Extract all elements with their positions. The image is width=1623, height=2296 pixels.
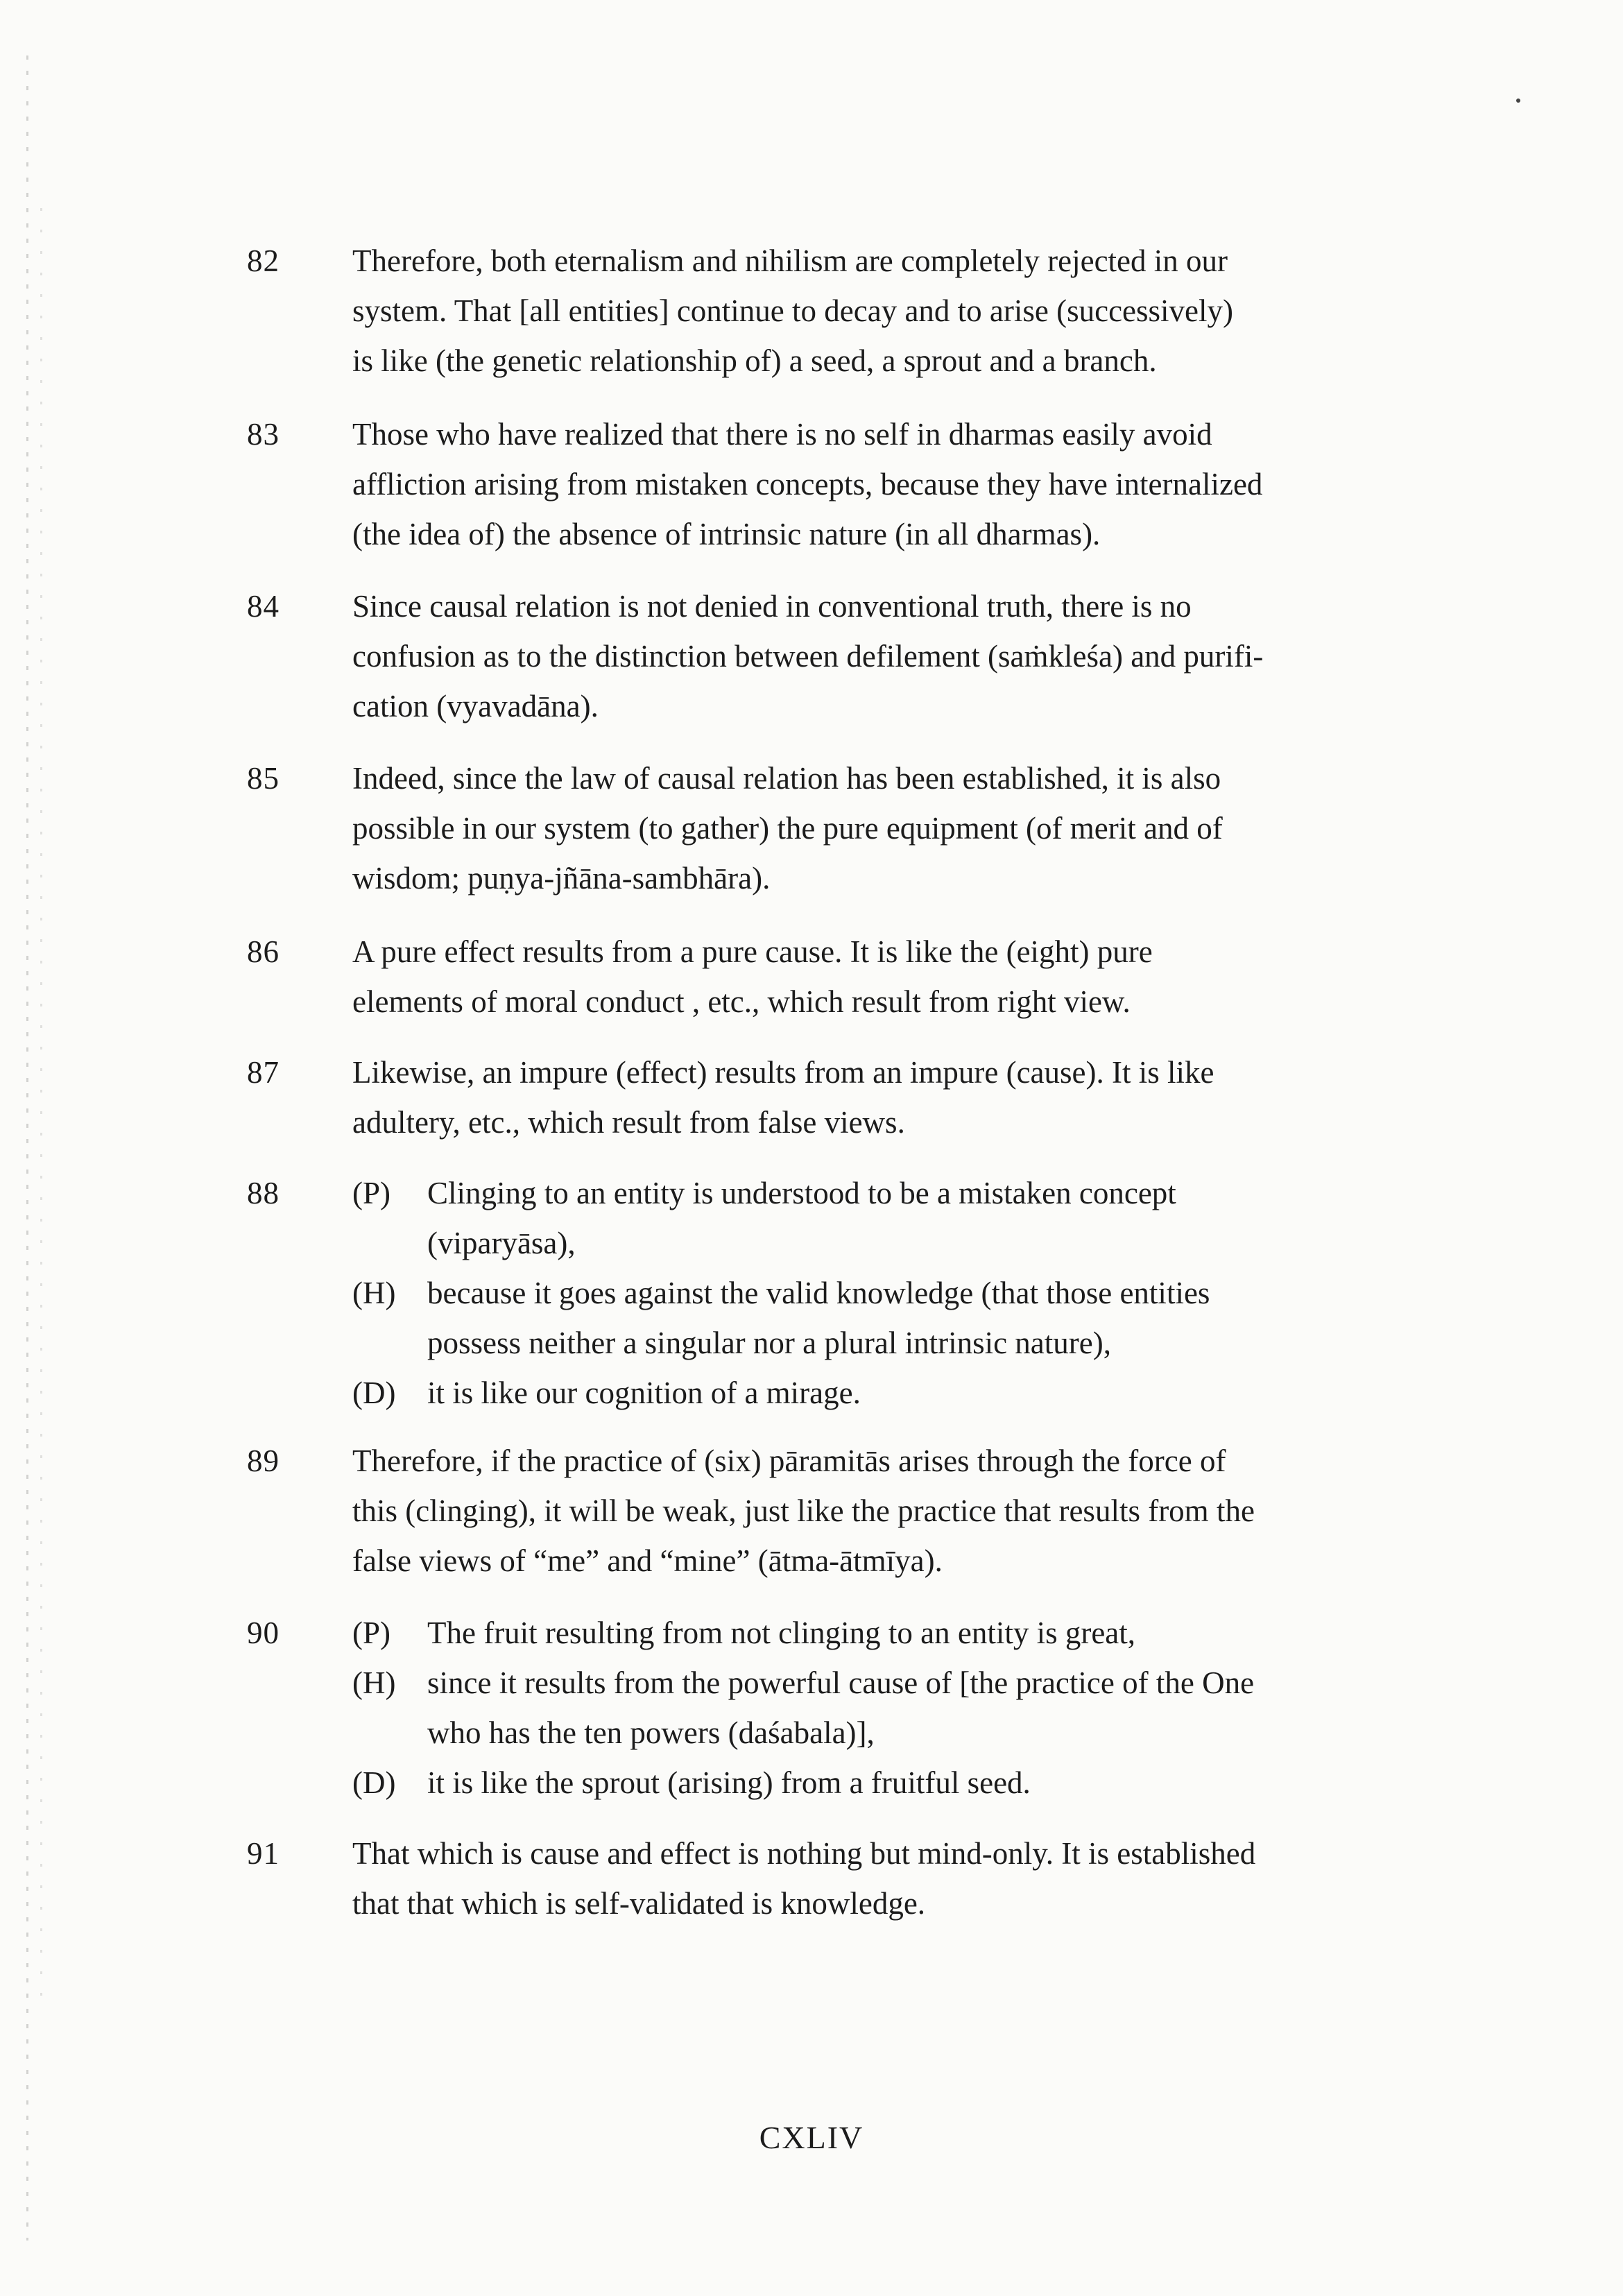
verse-number: 91 [247, 1836, 280, 1871]
verse-text [352, 927, 1434, 1027]
verse-number: 87 [247, 1055, 280, 1090]
clause-label: (D) [352, 1376, 396, 1410]
verse-line: That which is cause and effect is nothing but mind-only. It is established [352, 1836, 1256, 1871]
verse-line: adultery, etc., which result from false views. [352, 1105, 905, 1140]
clause-line: Clinging to an entity is understood to be a mistaken concept [427, 1176, 1176, 1210]
scan-speck [1516, 98, 1520, 103]
clause-line: who has the ten powers (daśabala)], [427, 1715, 875, 1750]
verse-number: 86 [247, 934, 280, 969]
clause-line: it is like the sprout (arising) from a fruitful seed. [427, 1765, 1031, 1800]
verse-line: A pure effect results from a pure cause. It is like the (eight) pure [352, 934, 1153, 969]
verse-text [352, 1047, 1434, 1147]
verse-line: this (clinging), it will be weak, just like the practice that results from the [352, 1493, 1255, 1528]
verse-text [352, 581, 1434, 731]
clause-line: The fruit resulting from not clinging to an entity is great, [427, 1616, 1136, 1650]
verse-text [352, 1168, 1434, 1418]
verse-number: 82 [247, 243, 280, 278]
verse-text [352, 1608, 1434, 1808]
verse-text [352, 409, 1434, 559]
verse-number: 88 [247, 1176, 280, 1210]
verse-line: (the idea of) the absence of intrinsic nature (in all dharmas). [352, 517, 1101, 551]
scan-edge-marks-secondary [40, 208, 42, 2012]
verse-line: is like (the genetic relationship of) a seed, a sprout and a branch. [352, 343, 1157, 378]
verse-text [352, 236, 1434, 386]
verse-line: false views of “me” and “mine” (ātma-ātmīya). [352, 1543, 943, 1578]
clause-line: (viparyāsa), [427, 1226, 576, 1260]
verse-line: elements of moral conduct , etc., which result from right view. [352, 984, 1131, 1019]
clause-line: since it results from the powerful cause of [the practice of the One [427, 1665, 1255, 1700]
verse-line: that that which is self-validated is knowledge. [352, 1886, 926, 1921]
verse-line: Since causal relation is not denied in conventional truth, there is no [352, 589, 1192, 624]
verse-number: 89 [247, 1443, 280, 1478]
premise-clause [352, 1608, 1434, 1658]
clause-label: (P) [352, 1176, 390, 1210]
clause-label: (P) [352, 1616, 390, 1650]
verse-number: 90 [247, 1616, 280, 1650]
clause-label: (H) [352, 1665, 396, 1700]
verse-line: system. That [all entities] continue to decay and to arise (successively) [352, 293, 1234, 328]
verse-text [352, 1436, 1434, 1586]
verse-line: wisdom; puṇya-jñāna-sambhāra). [352, 861, 771, 896]
verse-line: confusion as to the distinction between defilement (saṁkleśa) and purifi- [352, 639, 1264, 674]
verse-line: Indeed, since the law of causal relation has been established, it is also [352, 761, 1221, 796]
verse-line: cation (vyavadāna). [352, 689, 599, 723]
verse-line: Therefore, both eternalism and nihilism are completely rejected in our [352, 243, 1228, 278]
verse-line: possible in our system (to gather) the pure equipment (of merit and of [352, 811, 1223, 846]
clause-line: it is like our cognition of a mirage. [427, 1376, 861, 1410]
verse-number: 85 [247, 761, 280, 796]
verse-line: Likewise, an impure (effect) results from an impure (cause). It is like [352, 1055, 1214, 1090]
page-number: CXLIV [759, 2120, 864, 2155]
verse-line: affliction arising from mistaken concepts, because they have internalized [352, 467, 1263, 502]
verse-line: Those who have realized that there is no self in dharmas easily avoid [352, 417, 1212, 452]
reason-clause [352, 1658, 1434, 1758]
reason-clause [352, 1268, 1434, 1368]
clause-label: (D) [352, 1765, 396, 1800]
verse-number: 84 [247, 589, 280, 624]
premise-clause [352, 1168, 1434, 1268]
verse-number: 83 [247, 417, 280, 452]
verse-text [352, 1828, 1434, 1928]
verse-line: Therefore, if the practice of (six) pāramitās arises through the force of [352, 1443, 1226, 1478]
clause-label: (H) [352, 1276, 396, 1310]
clause-line: because it goes against the valid knowledge (that those entities [427, 1276, 1210, 1310]
example-clause [352, 1758, 1434, 1808]
verse-text [352, 753, 1434, 903]
example-clause [352, 1368, 1434, 1418]
clause-line: possess neither a singular nor a plural intrinsic nature), [427, 1326, 1111, 1360]
